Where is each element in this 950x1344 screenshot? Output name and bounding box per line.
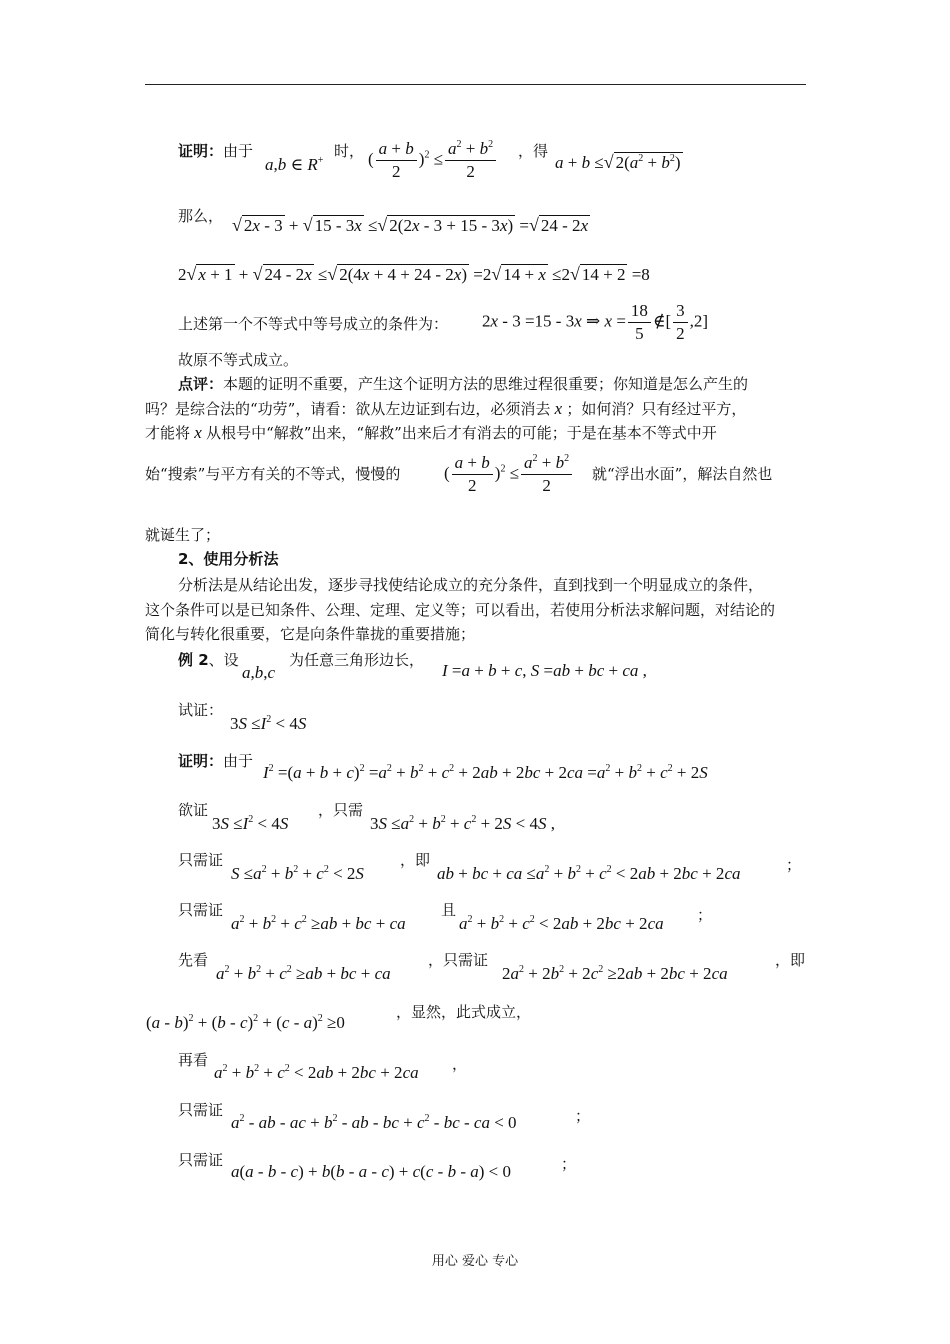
get-text: ，得 [518, 142, 549, 160]
comment-line1 [178, 374, 748, 394]
math-first-doubled: $2a^2 + 2b^2 + 2c^2 \ge 2ab + 2bc + 2ca$ [502, 964, 728, 983]
footer: 用心 爱心 专心 [431, 1254, 519, 1269]
section2-heading: 2、使用分析法 [178, 550, 279, 568]
ex-sides-text: 为任意三角形边长， [289, 651, 425, 669]
comment-line4b: 就“浮出水面”，解法自然也 [592, 465, 773, 483]
comment-line4a: 始“搜索”与平方有关的不等式，慢慢的 [145, 465, 401, 483]
only-need-prove-4: 只需证 [178, 1151, 224, 1169]
analysis-line3: 简化与转化很重要，它是向条件靠拢的重要措施； [145, 625, 476, 643]
equality-cond-text: 上述第一个不等式中等号成立的条件为： [178, 315, 449, 333]
math-goal: $3S \le I^2 < 4S$ [230, 714, 307, 733]
ie-text: ，即 [400, 851, 431, 869]
semicolon-1: ； [786, 856, 802, 874]
ie2-text: ，即 [775, 951, 806, 969]
math-amgm-1: ( $\frac{a + b}{2}$ )$^2$ ≤ $\frac{a^2 + b^2}{2}$ [368, 138, 498, 183]
analysis-line2: 这个条件可以是已知条件、公理、定理、定义等；可以看出，若使用分析法求解问题，对结论的 [145, 601, 776, 619]
math-equality: 2x - 3 =15 - 3x ⇒ x = $\frac{18}{5}$ ∉[ $\frac{3}{2}$ ,2] [482, 301, 709, 343]
math-step1-expanded: ab + bc + ca $\le a^2 + b^2 + c^2 < 2ab + 2bc + 2ca$ [437, 864, 741, 883]
obvious-text: ，显然，此式成立， [396, 1003, 532, 1021]
only-need-prove2-text: ，只需证 [428, 951, 489, 969]
proof-label: 证明： [178, 142, 224, 160]
math-step3: $a^2$ - ab - ac + $b^2$ - ab - bc + $c^2$ - bc - ca < 0 [231, 1113, 517, 1132]
example2-line [178, 650, 239, 670]
comment3a-text: 才能将 [145, 424, 191, 442]
only-need-prove-2: 只需证 [178, 901, 224, 919]
math-abc: a,b,c [242, 663, 276, 682]
only-need-text: ，只需 [318, 801, 364, 819]
conclude-text: 故原不等式成立。 [178, 351, 299, 369]
proof1-line [178, 141, 253, 161]
comment-line3: 才能将 x 从根号中“解救”出来，“解救”出来后才有消去的可能；于是在基本不等式中开 [145, 423, 717, 442]
comment-label: 点评： [178, 375, 224, 393]
comment3b-text: 从根号中“解救”出来，“解救”出来后才有消去的可能；于是在基本不等式中开 [206, 424, 717, 442]
header-rule [145, 84, 806, 85]
analysis-line1: 分析法是从结论出发，逐步寻找使结论成立的充分条件，直到找到一个明显成立的条件， [178, 576, 764, 594]
math-step1: $S \le a^2 + b^2 + c^2 < 2S$ [231, 864, 364, 883]
semicolon-4: ； [561, 1155, 577, 1173]
math-second: $a^2 + b^2 + c^2 < 2ab + 2bc + 2ca$ [214, 1063, 419, 1082]
math-step2a: $a^2 + b^2 + c^2 \ge ab$ + bc + ca [231, 914, 406, 933]
math-sqrt-bound: a + b ≤√ $2(a^2 + b^2)$ [555, 152, 681, 172]
math-step4: a(a - b - c) + b(b - a - c) + c(c - b - a) < 0 [231, 1162, 511, 1181]
proof2-since-text: 由于 [223, 752, 254, 770]
comma-text: ， [452, 1055, 468, 1073]
then-text: 那么， [178, 207, 224, 225]
since-text: 由于 [223, 142, 254, 160]
proof2-label: 证明： [178, 752, 224, 770]
proof2-line [178, 751, 253, 771]
math-abR: a,b ∈ R+ [265, 155, 324, 174]
when-text: 时， [334, 142, 365, 160]
example2-label: 例 2 [178, 651, 209, 669]
math-line3: 2√ x + 1 + √ 24 - 2x ≤√ 2(4x + 4 + 24 - 2x) =2√ 14 + x ≤2√ 14 + 2 =8 [178, 264, 650, 284]
math-IS-def: I =a + b + c, S =ab + bc + ca , [442, 661, 647, 680]
first-look-text: 先看 [178, 951, 209, 969]
ex-set-text: 、设 [208, 651, 239, 669]
only-need-prove-3: 只需证 [178, 1101, 224, 1119]
semicolon-2: ； [697, 906, 713, 924]
comment2b-text: ；如何消？只有经过平方， [566, 400, 747, 418]
math-step2b: $a^2 + b^2 + c^2 < 2ab + 2bc + 2ca$ [459, 914, 664, 933]
semicolon-3: ； [575, 1107, 591, 1125]
look-again-text: 再看 [178, 1051, 209, 1069]
comment2a-text: 吗？是综合法的“功劳”，请看：欲从左边证到右边，必须消去 [145, 400, 551, 418]
and-text: 且 [441, 901, 457, 919]
math-amgm-2: ( $\frac{a + b}{2}$ )$^2$ ≤ $\frac{a^2 + b^2}{2}$ [444, 452, 574, 497]
want-text: 欲证 [178, 801, 209, 819]
math-squares: (a - b)$^2$ + (b - c)$^2$ + (c - a)$^2$ ≥0 [146, 1013, 345, 1032]
math-I2-expand: $I^2 =(a + b + c)^2 =a^2 + b^2 + c^2 + 2ab + 2bc + 2ca =a^2 + b^2 + c^2 + 2S$ [263, 763, 708, 782]
comment-line2: 吗？是综合法的“功劳”，请看：欲从左边证到右边，必须消去 x ；如何消？只有经过平方， [145, 399, 747, 418]
only-need-prove-1: 只需证 [178, 851, 224, 869]
math-only-need: $3S \le a^2 + b^2 + c^2 + 2S < 4S$ , [370, 814, 556, 833]
comment1-text: 本题的证明不重要，产生这个证明方法的思维过程很重要；你知道是怎么产生的 [223, 375, 749, 393]
comment-line5: 就诞生了； [145, 526, 221, 544]
math-line2: √ 2x - 3 + √ 15 - 3x ≤√ 2(2x - 3 + 15 - 3x) =√ 24 - 2x [232, 215, 589, 235]
try-prove-text: 试证： [178, 701, 224, 719]
math-first: $a^2 + b^2 + c^2 \ge ab$ + bc + ca [216, 964, 391, 983]
math-want: $3S \le I^2 < 4S$ [212, 814, 289, 833]
